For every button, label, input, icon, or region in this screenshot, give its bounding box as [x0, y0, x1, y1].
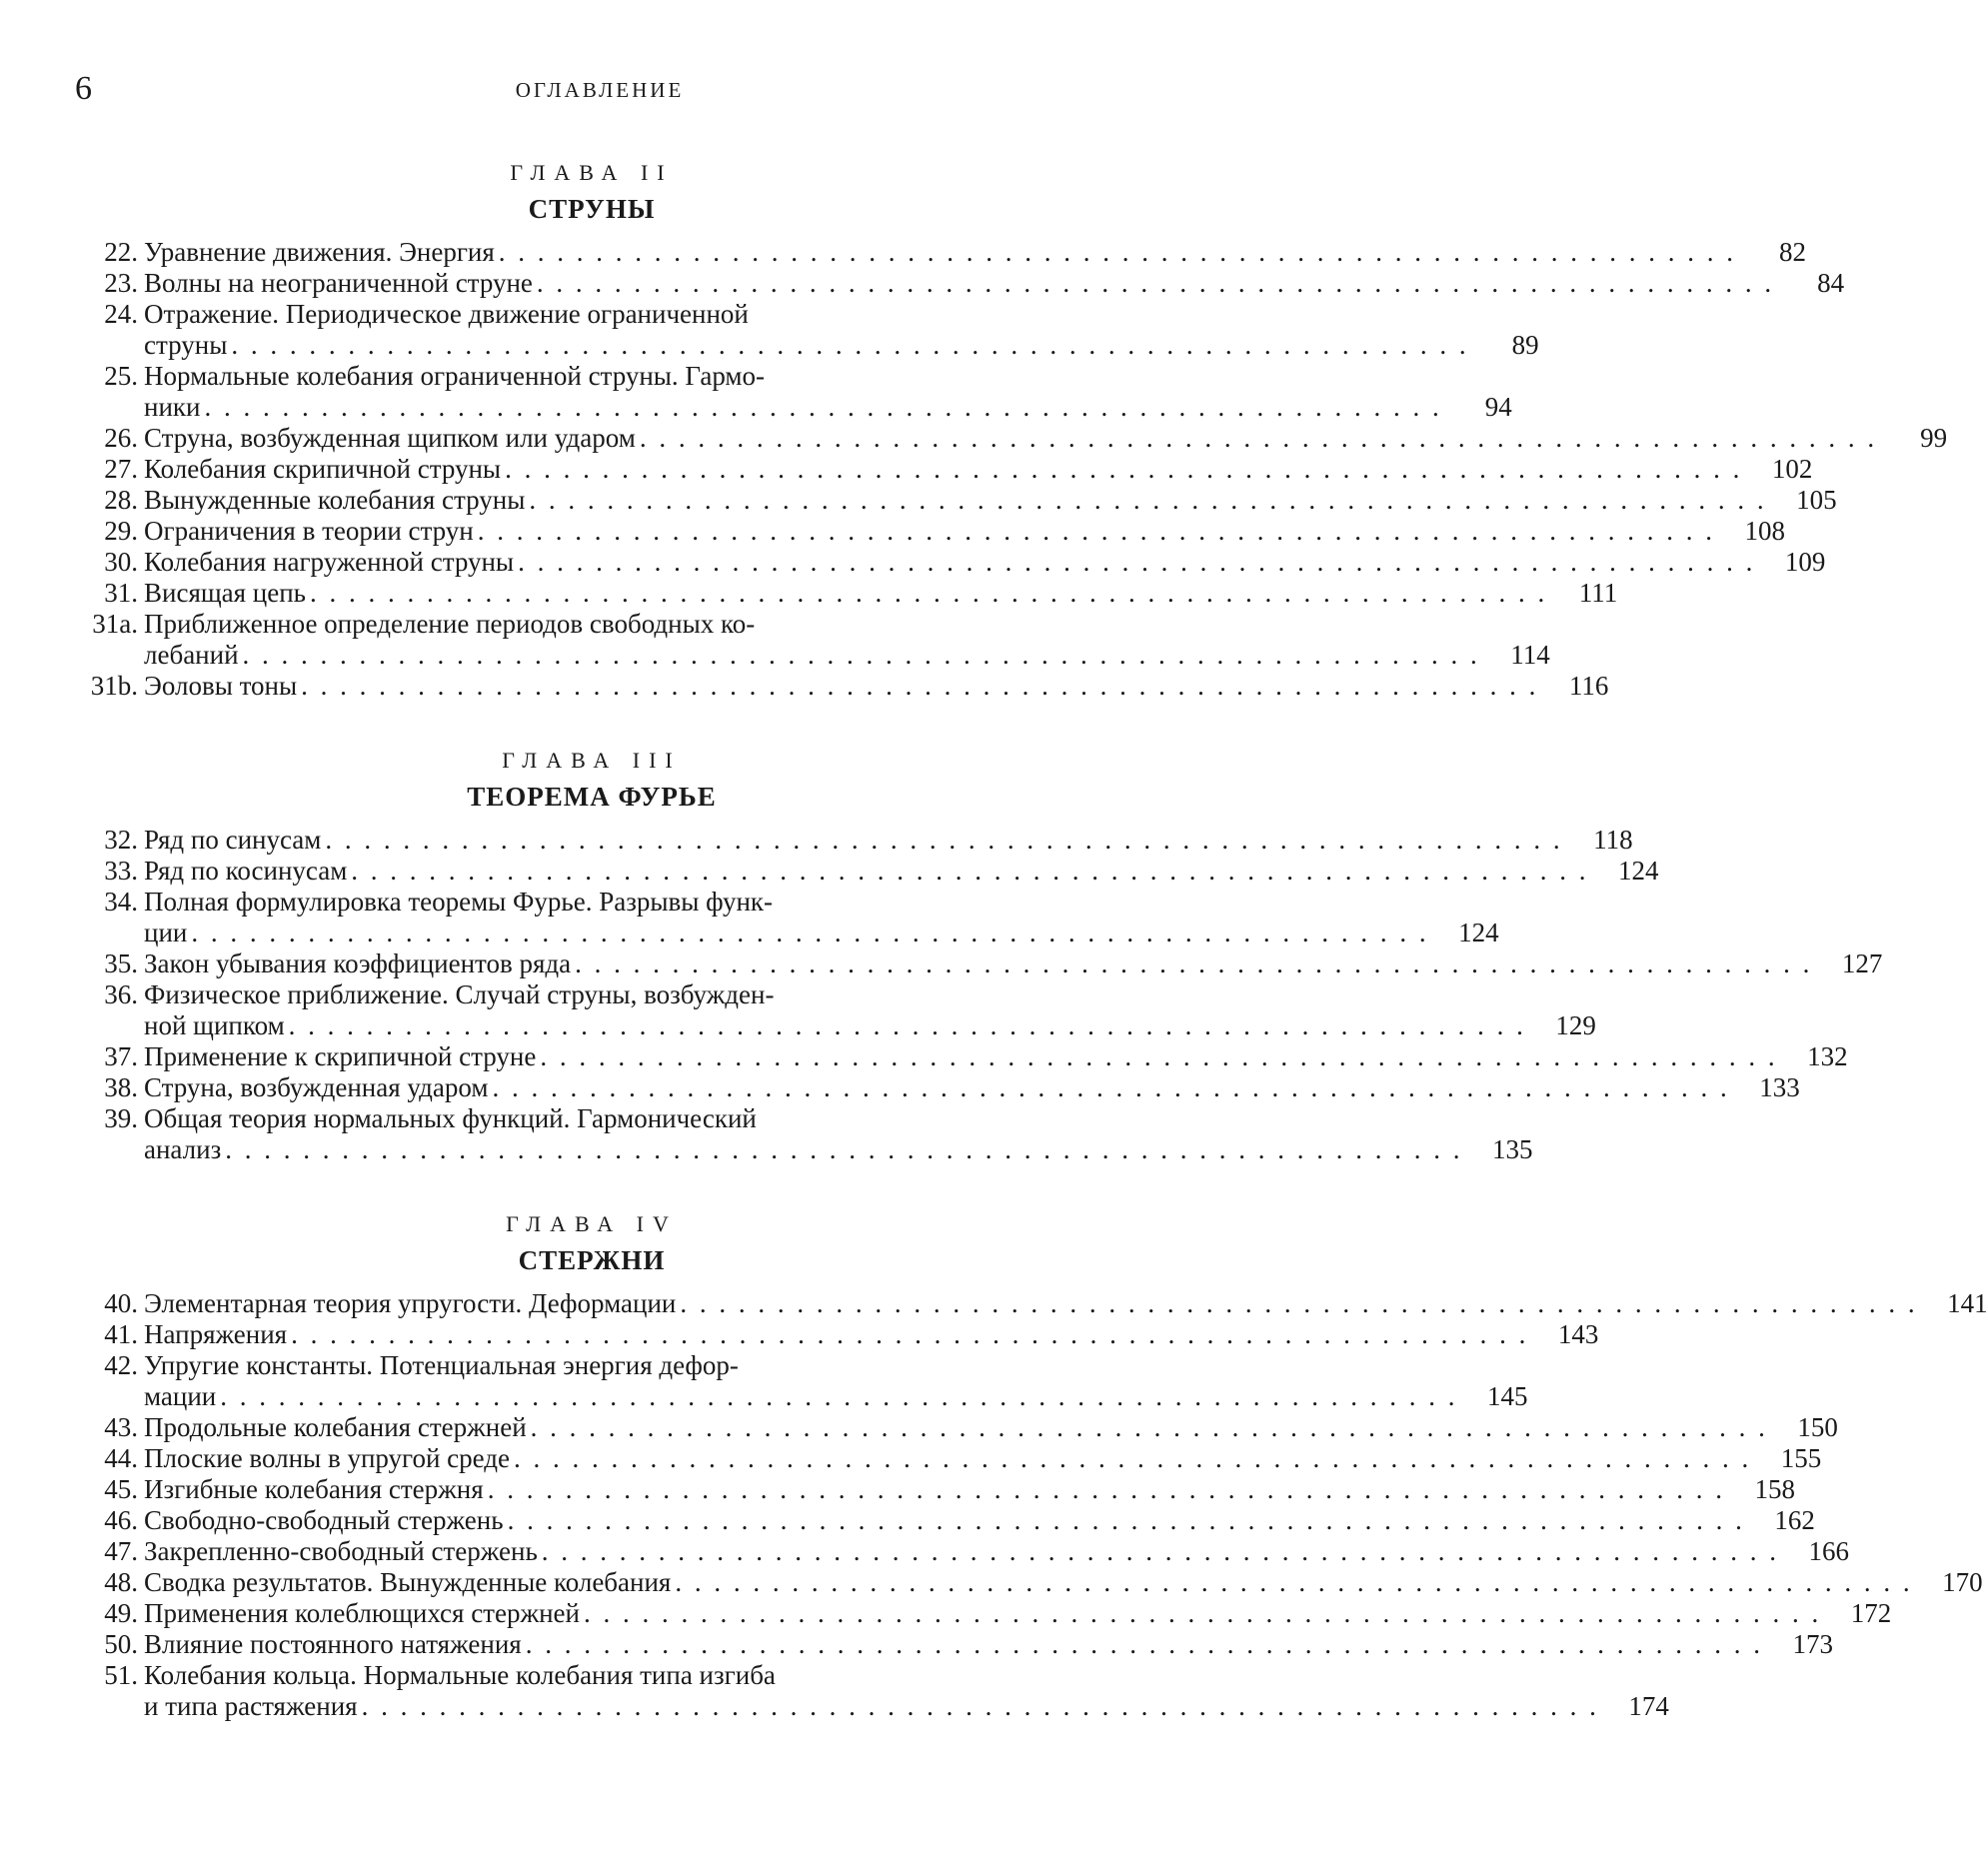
toc-entry: [72, 516, 1785, 547]
entry-line: [144, 299, 1539, 330]
entry-title-text: Висящая цепь: [144, 578, 306, 608]
entry-number: 35.: [104, 948, 138, 978]
entry-page-number: 145: [1486, 1381, 1528, 1411]
entry-page-number: 124: [1618, 856, 1659, 886]
entry-title-text: Колебания скрипичной струны: [144, 454, 502, 484]
entry-body: [144, 609, 1550, 671]
toc-entry: [72, 1412, 1838, 1443]
entry-title-text: Полная формулировка теоремы Фурье. Разрывы функ-: [144, 887, 774, 917]
toc-entry: [72, 1505, 1815, 1536]
entry-body: [144, 671, 1608, 702]
entry-number: 31.: [104, 578, 138, 608]
entry-line: [144, 1041, 1848, 1072]
entry-title-text: Влияние постоянного натяжения: [144, 1629, 522, 1659]
chapter-section: [72, 160, 1948, 702]
entry-title-text: Физическое приближение. Случай струны, возбужден-: [144, 979, 775, 1009]
entry-number: 27.: [104, 454, 138, 484]
running-head: [0, 70, 1199, 110]
toc-entry: [72, 825, 1633, 856]
entry-title-text: Ряд по синусам: [144, 825, 322, 855]
entry-title-text: Сводка результатов. Вынужденные колебания: [144, 1567, 672, 1597]
entry-body: [144, 979, 1596, 1041]
entry-line: [144, 609, 1550, 640]
entry-line: [144, 1072, 1800, 1103]
toc-entry: [72, 1103, 1533, 1165]
dot-leader: [492, 1072, 1729, 1103]
toc-entry: [72, 1536, 1850, 1567]
entry-title-text: ники: [144, 392, 201, 422]
entry-page-number: 133: [1759, 1072, 1800, 1102]
entry-title-text: Закон убывания коэффициентов ряда: [144, 948, 572, 978]
dot-leader: [225, 1134, 1462, 1165]
entry-body: [144, 1103, 1533, 1165]
entry-line: [144, 454, 1812, 485]
dot-leader: [518, 547, 1755, 578]
entry-line: [144, 1660, 1669, 1691]
entry-number: 44.: [104, 1443, 138, 1473]
chapter-label: ГЛАВА IV: [506, 1211, 678, 1236]
entry-number: 36.: [104, 979, 138, 1009]
entry-number: 33.: [104, 856, 138, 886]
entry-page-number: 82: [1779, 237, 1807, 267]
entry-body: [144, 1412, 1838, 1443]
entry-title-text: лебаний: [144, 640, 239, 670]
entry-body: [144, 268, 1844, 299]
dot-leader: [310, 578, 1547, 609]
entry-title-text: и типа растяжения: [144, 1691, 358, 1721]
chapter-title: СТЕРЖНИ: [518, 1245, 666, 1275]
entry-number: 30.: [104, 547, 138, 577]
entry-line: [144, 1010, 1596, 1041]
entry-line: [144, 423, 1947, 454]
dot-leader: [325, 825, 1562, 856]
entry-title-text: Вынужденные колебания струны: [144, 485, 526, 515]
entry-number: 29.: [104, 516, 138, 546]
toc-entry: [72, 361, 1512, 423]
entry-title-text: Струна, возбужденная ударом: [144, 1072, 489, 1102]
entry-body: [144, 485, 1837, 516]
dot-leader: [291, 1319, 1528, 1350]
entry-page-number: 166: [1808, 1536, 1850, 1566]
entry-page-number: 172: [1850, 1598, 1892, 1628]
dot-leader: [362, 1691, 1599, 1722]
entry-page-number: 124: [1458, 918, 1499, 947]
entry-number: 49.: [104, 1598, 138, 1628]
dot-leader: [575, 948, 1812, 979]
entry-body: [144, 1629, 1833, 1660]
entry-number: 31a.: [92, 609, 138, 639]
chapter-title: СТРУНЫ: [528, 194, 656, 224]
dot-leader: [220, 1381, 1457, 1412]
entry-page-number: 94: [1484, 392, 1512, 422]
entry-body: [144, 1598, 1891, 1629]
toc-entry: [72, 454, 1813, 485]
entry-number: 43.: [104, 1412, 138, 1442]
entry-number: 22.: [104, 237, 138, 267]
running-head-title: ОГЛАВЛЕНИЕ: [515, 78, 685, 102]
entry-line: [144, 1350, 1527, 1381]
toc-entry: [72, 1350, 1528, 1412]
entry-title-text: Элементарная теория упругости. Деформации: [144, 1288, 677, 1318]
entry-number: 40.: [104, 1288, 138, 1318]
dot-leader: [531, 1412, 1768, 1443]
entry-page-number: 155: [1780, 1443, 1822, 1473]
dot-leader: [675, 1567, 1912, 1598]
entry-title-text: Ряд по косинусам: [144, 856, 348, 886]
dot-leader: [640, 423, 1877, 454]
dot-leader: [351, 856, 1588, 887]
dot-leader: [526, 1629, 1763, 1660]
entry-line: [144, 361, 1512, 392]
dot-leader: [540, 1041, 1777, 1072]
entry-title-text: Нормальные колебания ограниченной струны. Гармо-: [144, 361, 766, 391]
entry-line: [144, 825, 1633, 856]
entry-title-text: Упругие константы. Потенциальная энергия дефор-: [144, 1350, 739, 1380]
toc-entry: [72, 856, 1659, 887]
entry-number: 37.: [104, 1041, 138, 1071]
entry-line: [144, 578, 1617, 609]
entry-page-number: 170: [1942, 1567, 1983, 1597]
entry-title-text: ции: [144, 918, 188, 947]
entry-title-text: Закрепленно-свободный стержень: [144, 1536, 538, 1566]
entry-body: [144, 454, 1812, 485]
entry-number: 25.: [104, 361, 138, 391]
entry-body: [144, 856, 1659, 887]
entry-number: 34.: [104, 887, 138, 917]
toc-entry: [72, 1474, 1795, 1505]
toc-entry: [72, 423, 1948, 454]
entry-page-number: 132: [1807, 1041, 1848, 1071]
entry-title-text: Струна, возбужденная щипком или ударом: [144, 423, 636, 453]
toc-entry: [72, 609, 1550, 671]
entry-body: [144, 1474, 1795, 1505]
entry-title-text: Напряжения: [144, 1319, 288, 1349]
dot-leader: [680, 1288, 1917, 1319]
entry-body: [144, 948, 1882, 979]
entry-body: [144, 1288, 1988, 1319]
chapter-title: ТЕОРЕМА ФУРЬЕ: [467, 782, 717, 812]
entry-line: [144, 918, 1499, 948]
entry-number: 26.: [104, 423, 138, 453]
entry-body: [144, 361, 1512, 423]
entry-number: 41.: [104, 1319, 138, 1349]
entry-page-number: 141: [1947, 1288, 1988, 1318]
entry-number: 31b.: [90, 671, 138, 701]
entry-title-text: Эоловы тоны: [144, 671, 298, 701]
entry-body: [144, 299, 1539, 361]
entry-page-number: 108: [1744, 516, 1785, 546]
entry-line: [144, 1103, 1533, 1134]
entry-line: [144, 1505, 1815, 1536]
entry-number: 23.: [104, 268, 138, 298]
entry-page-number: 174: [1628, 1691, 1669, 1721]
toc-entry: [72, 1598, 1892, 1629]
entry-line: [144, 1134, 1533, 1165]
entry-page-number: 84: [1817, 268, 1845, 298]
dot-leader: [191, 918, 1428, 948]
entry-line: [144, 392, 1512, 423]
toc-entry: [72, 1041, 1848, 1072]
entry-title-text: струны: [144, 330, 228, 360]
entry-title-text: Колебания нагруженной струны: [144, 547, 515, 577]
entry-title-text: Общая теория нормальных функций. Гармонический: [144, 1103, 757, 1133]
entry-page-number: 143: [1557, 1319, 1599, 1349]
entry-line: [144, 1412, 1838, 1443]
toc-entry: [72, 1072, 1800, 1103]
entry-line: [144, 1567, 1983, 1598]
entry-page-number: 135: [1492, 1134, 1533, 1164]
dot-leader: [499, 237, 1736, 268]
dot-leader: [478, 516, 1715, 547]
entry-number: 42.: [104, 1350, 138, 1380]
dot-leader: [488, 1474, 1725, 1505]
entry-page-number: 89: [1511, 330, 1539, 360]
toc-entry: [72, 237, 1807, 268]
entry-body: [144, 423, 1947, 454]
toc-entry: [72, 948, 1883, 979]
entry-page-number: 102: [1771, 454, 1813, 484]
entry-line: [144, 1629, 1833, 1660]
entry-line: [144, 237, 1806, 268]
entry-line: [144, 1288, 1988, 1319]
entry-page-number: 150: [1797, 1412, 1838, 1442]
entry-number: 50.: [104, 1629, 138, 1659]
toc-entry: [72, 1319, 1599, 1350]
entry-page-number: 109: [1784, 547, 1826, 577]
entry-line: [144, 856, 1659, 887]
entry-title-text: Колебания кольца. Нормальные колебания типа изгиба: [144, 1660, 776, 1690]
toc-entry: [72, 268, 1845, 299]
toc-entry: [72, 979, 1596, 1041]
entry-line: [144, 547, 1825, 578]
entry-number: 39.: [104, 1103, 138, 1133]
toc-entry: [72, 547, 1826, 578]
entry-line: [144, 268, 1844, 299]
toc-entry: [72, 1629, 1833, 1660]
entry-line: [144, 1598, 1891, 1629]
dot-leader: [243, 640, 1480, 671]
entry-body: [144, 1041, 1848, 1072]
chapter-section: [72, 748, 1883, 1165]
entry-line: [144, 1319, 1598, 1350]
entry-page-number: 114: [1510, 640, 1550, 670]
entry-title-text: мации: [144, 1381, 217, 1411]
entry-page-number: 127: [1841, 948, 1883, 978]
entry-number: 51.: [104, 1660, 138, 1690]
entry-page-number: 118: [1593, 825, 1633, 855]
page-number: 6: [75, 70, 92, 107]
entry-body: [144, 1567, 1983, 1598]
entry-title-text: Плоские волны в упругой среде: [144, 1443, 510, 1473]
entry-line: [144, 330, 1539, 361]
entry-line: [144, 516, 1785, 547]
entry-body: [144, 237, 1806, 268]
dot-leader: [505, 454, 1742, 485]
entry-body: [144, 1319, 1598, 1350]
toc-entry: [72, 299, 1539, 361]
entry-line: [144, 671, 1608, 702]
dot-leader: [231, 330, 1468, 361]
entry-number: 38.: [104, 1072, 138, 1102]
chapter-label: ГЛАВА III: [502, 748, 682, 773]
entry-line: [144, 640, 1550, 671]
entry-title-text: Отражение. Периодическое движение ограниченной: [144, 299, 749, 329]
entry-number: 47.: [104, 1536, 138, 1566]
entry-line: [144, 485, 1837, 516]
entry-number: 45.: [104, 1474, 138, 1504]
entry-title-text: Применение к скрипичной струне: [144, 1041, 537, 1071]
entry-line: [144, 979, 1596, 1010]
entry-body: [144, 1660, 1669, 1722]
entry-title-text: Приближенное определение периодов свободных ко-: [144, 609, 756, 639]
entry-page-number: 99: [1920, 423, 1948, 453]
table-of-contents: [72, 160, 1988, 1722]
chapter-label: ГЛАВА II: [510, 160, 674, 185]
entry-line: [144, 1536, 1849, 1567]
entry-title-text: Продольные колебания стержней: [144, 1412, 527, 1442]
entry-body: [144, 516, 1785, 547]
entry-title-text: Ограничения в теории струн: [144, 516, 474, 546]
entry-body: [144, 1505, 1815, 1536]
toc-entry: [72, 887, 1499, 948]
dot-leader: [584, 1598, 1821, 1629]
entry-body: [144, 578, 1617, 609]
toc-entry: [72, 1660, 1669, 1722]
entry-line: [144, 1691, 1669, 1722]
entry-body: [144, 887, 1499, 948]
entry-page-number: 111: [1578, 578, 1618, 608]
entry-page-number: 158: [1754, 1474, 1795, 1504]
entry-body: [144, 825, 1633, 856]
entry-body: [144, 1536, 1849, 1567]
toc-entry: [72, 671, 1609, 702]
dot-leader: [289, 1010, 1526, 1041]
entry-line: [144, 948, 1882, 979]
entry-page-number: 173: [1792, 1629, 1833, 1659]
entry-number: 32.: [104, 825, 138, 855]
dot-leader: [301, 671, 1538, 702]
dot-leader: [508, 1505, 1745, 1536]
entry-body: [144, 1072, 1800, 1103]
entry-line: [144, 1443, 1821, 1474]
toc-entry: [72, 485, 1837, 516]
entry-number: 28.: [104, 485, 138, 515]
toc-entry: [72, 578, 1618, 609]
entry-title-text: анализ: [144, 1134, 222, 1164]
entry-line: [144, 1381, 1527, 1412]
dot-leader: [204, 392, 1441, 423]
entry-line: [144, 887, 1499, 918]
chapter-section: [72, 1211, 1988, 1722]
entry-number: 48.: [104, 1567, 138, 1597]
entry-page-number: 105: [1796, 485, 1837, 515]
dot-leader: [514, 1443, 1751, 1474]
dot-leader: [529, 485, 1766, 516]
entry-number: 46.: [104, 1505, 138, 1535]
entry-body: [144, 547, 1825, 578]
entry-title-text: Свободно-свободный стержень: [144, 1505, 504, 1535]
entry-body: [144, 1350, 1527, 1412]
entry-title-text: Волны на неограниченной струне: [144, 268, 533, 298]
entry-body: [144, 1443, 1821, 1474]
entry-title-text: ной щипком: [144, 1010, 285, 1040]
entry-page-number: 162: [1774, 1505, 1815, 1535]
entry-title-text: Применения колеблющихся стержней: [144, 1598, 580, 1628]
entry-page-number: 116: [1568, 671, 1609, 701]
dot-leader: [542, 1536, 1779, 1567]
entry-number: 24.: [104, 299, 138, 329]
entry-title-text: Уравнение движения. Энергия: [144, 237, 495, 267]
entry-title-text: Изгибные колебания стержня: [144, 1474, 484, 1504]
toc-entry: [72, 1443, 1822, 1474]
dot-leader: [537, 268, 1774, 299]
toc-entry: [72, 1288, 1988, 1319]
entry-page-number: 129: [1555, 1010, 1596, 1040]
entry-line: [144, 1474, 1795, 1505]
toc-entry: [72, 1567, 1983, 1598]
